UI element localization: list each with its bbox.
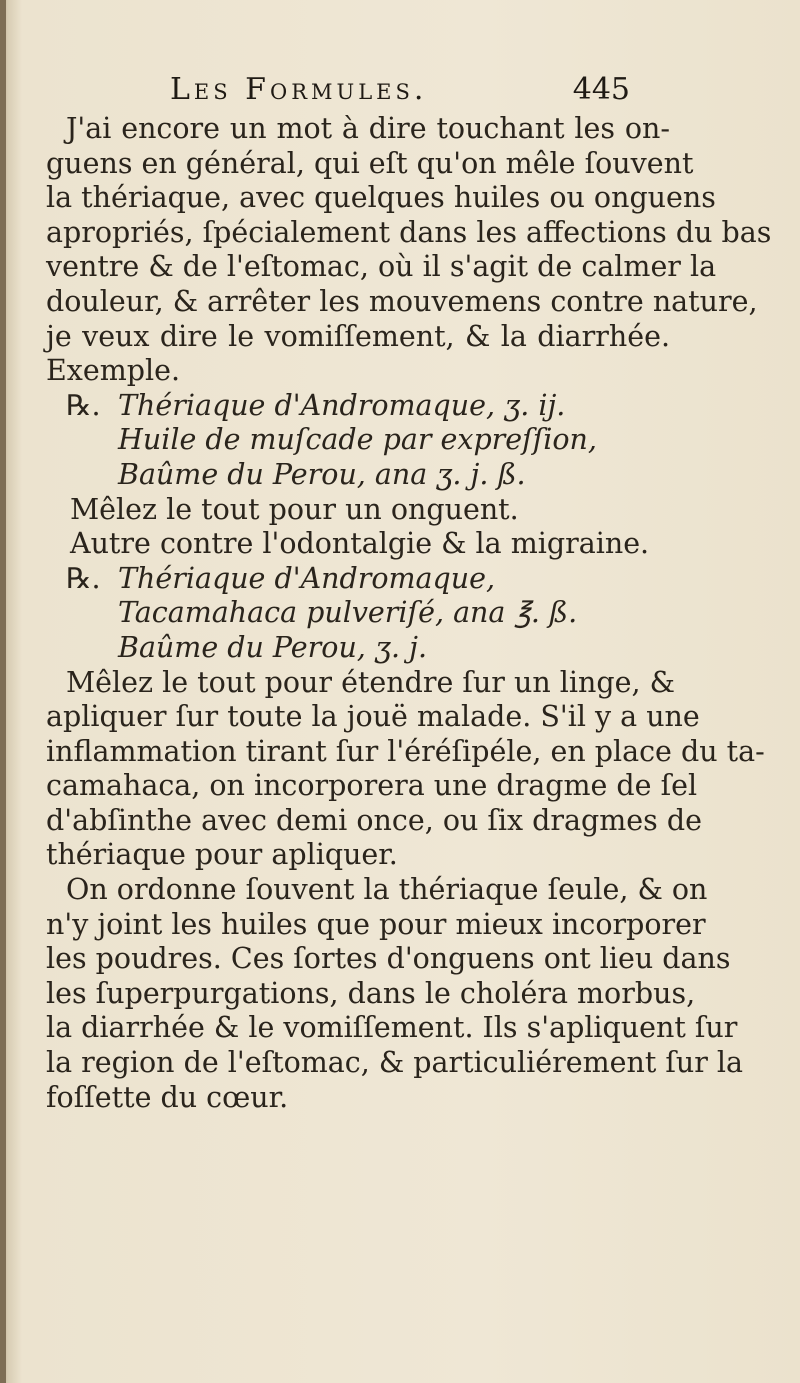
recipe-line [46, 423, 670, 458]
recipe-ingredient: Baûme du Perou, ʒ. j. [118, 630, 428, 664]
recipe-symbol: ℞. [66, 388, 101, 422]
text-line: J'ai encore un mot à dire touchant les on- [66, 112, 670, 145]
page-number: 445 [572, 72, 630, 107]
page-spine-edge [0, 0, 6, 1383]
recipe-line [46, 562, 670, 597]
recipe-line [46, 458, 670, 493]
recipe-ingredient: Thériaque d'Andromaque, [118, 561, 496, 595]
recipe-ingredient: Thériaque d'Andromaque, ʒ. ij. [118, 388, 566, 422]
text-line: je veux dire le vomiſſement, & la diarrhée. [46, 319, 670, 353]
text-line: ventre & de l'eſtomac, où il s'agit de calmer la [46, 250, 717, 284]
text-line: Mêlez le tout pour étendre ſur un linge, & [66, 665, 675, 699]
text-line: Mêlez le tout pour un onguent. [70, 492, 519, 526]
text-line: camahaca, on incorporera une dragme de ſel [46, 769, 698, 803]
text-line: foſſette du cœur. [46, 1080, 289, 1114]
text-line: les ſuperpurgations, dans le choléra morbus, [46, 976, 696, 1010]
recipe-ingredient: Tacamahaca pulveriſé, ana ℥. ß. [118, 596, 578, 630]
recipe-1 [46, 389, 670, 493]
page-header [170, 72, 630, 112]
text-line: apliquer ſur toute la jouë malade. S'il y a une [46, 700, 700, 734]
text-line: Exemple. [46, 354, 181, 388]
text-line: inflammation tirant ſur l'éréſipéle, en place du ta- [46, 734, 765, 768]
recipe-ingredient: Baûme du Perou, ana ʒ. j. ß. [118, 457, 526, 491]
text-line: On ordonne ſouvent la thériaque ſeule, & on [66, 873, 708, 907]
recipe-line [46, 389, 670, 424]
text-line: guens en général, qui eſt qu'on mêle ſouvent [46, 146, 694, 180]
text-line: n'y joint les huiles que pour mieux incorporer [46, 907, 706, 941]
text-line: la diarrhée & le vomiſſement. Ils s'apliquent ſur [46, 1011, 738, 1045]
text-line: thériaque pour apliquer. [46, 838, 398, 872]
text-line: la thériaque, avec quelques huiles ou onguens [46, 181, 716, 215]
recipe-ingredient: Huile de muſcade par expreſſion, [118, 423, 597, 457]
text-line: la region de l'eſtomac, & particuliérement ſur la [46, 1046, 744, 1080]
text-line: Autre contre l'odontalgie & la migraine. [70, 527, 650, 561]
text-line: d'abſinthe avec demi once, ou ſix dragmes de [46, 803, 702, 837]
recipe-line [46, 631, 670, 666]
text-line: apropriés, ſpécialement dans les affections du bas [46, 215, 772, 249]
recipe-2 [46, 562, 670, 666]
text-line: douleur, & arrêter les mouvemens contre nature, [46, 284, 758, 318]
recipe-symbol: ℞. [66, 561, 101, 595]
body-text [46, 112, 772, 1115]
recipe-line [46, 596, 670, 631]
running-title: Les Formules. [170, 72, 428, 107]
text-line: les poudres. Ces ſortes d'onguens ont lieu dans [46, 942, 731, 976]
